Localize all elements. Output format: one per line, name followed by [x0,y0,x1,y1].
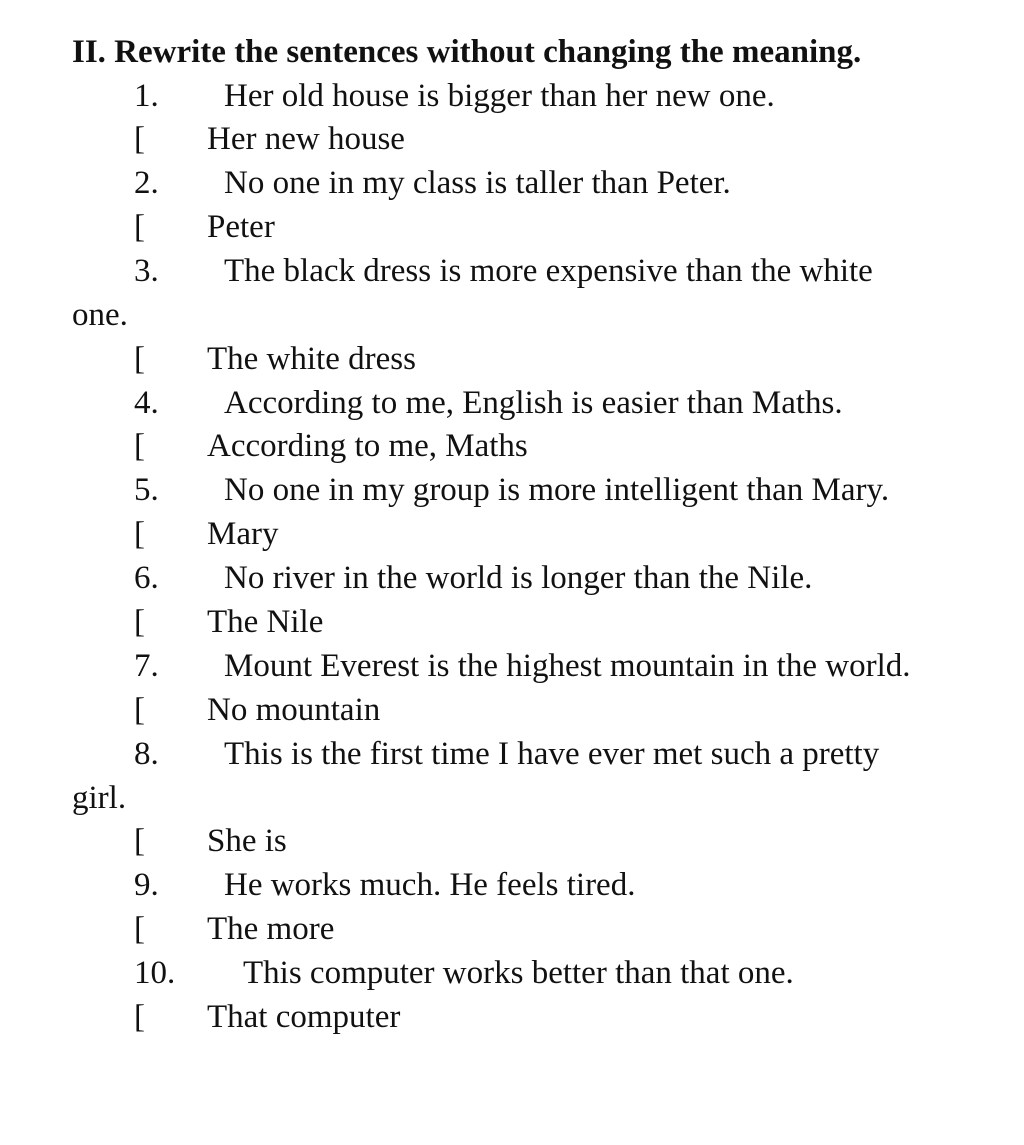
item-sentence: Her old house is bigger than her new one. [224,78,775,114]
item-number: 7. [134,648,159,684]
item-number: 5. [134,472,159,508]
item-continuation-8: girl. [72,780,127,816]
exercise-heading: II. Rewrite the sentences without changing the meaning. [72,34,862,70]
item-sentence: The black dress is more expensive than the white [224,253,873,289]
item-number: 1. [134,78,159,114]
bracket-mark: [ [134,341,145,377]
answer-prompt: No mountain [207,692,381,728]
item-number: 3. [134,253,159,289]
item-continuation-3: one. [72,297,128,333]
item-number: 6. [134,560,159,596]
answer-prompt: Mary [207,516,279,552]
item-sentence: No river in the world is longer than the Nile. [224,560,813,596]
bracket-mark: [ [134,121,145,157]
answer-prompt: Her new house [207,121,405,157]
bracket-mark: [ [134,823,145,859]
answer-prompt: The white dress [207,341,416,377]
item-number: 2. [134,165,159,201]
item-number: 4. [134,385,159,421]
bracket-mark: [ [134,604,145,640]
bracket-mark: [ [134,428,145,464]
bracket-mark: [ [134,209,145,245]
item-sentence: Mount Everest is the highest mountain in the world. [224,648,911,684]
item-sentence: No one in my group is more intelligent than Mary. [224,472,890,508]
answer-prompt: The more [207,911,335,947]
answer-prompt: According to me, Maths [207,428,528,464]
answer-prompt: Peter [207,209,275,245]
item-sentence: No one in my class is taller than Peter. [224,165,731,201]
item-number: 9. [134,867,159,903]
item-sentence: This computer works better than that one. [243,955,794,991]
answer-prompt: The Nile [207,604,324,640]
answer-prompt: That computer [207,999,401,1035]
item-sentence: According to me, English is easier than Maths. [224,385,843,421]
item-sentence: He works much. He feels tired. [224,867,636,903]
bracket-mark: [ [134,999,145,1035]
answer-prompt: She is [207,823,287,859]
bracket-mark: [ [134,911,145,947]
item-sentence: This is the first time I have ever met such a pretty [224,736,880,772]
bracket-mark: [ [134,516,145,552]
item-number: 10. [134,955,176,991]
item-number: 8. [134,736,159,772]
bracket-mark: [ [134,692,145,728]
